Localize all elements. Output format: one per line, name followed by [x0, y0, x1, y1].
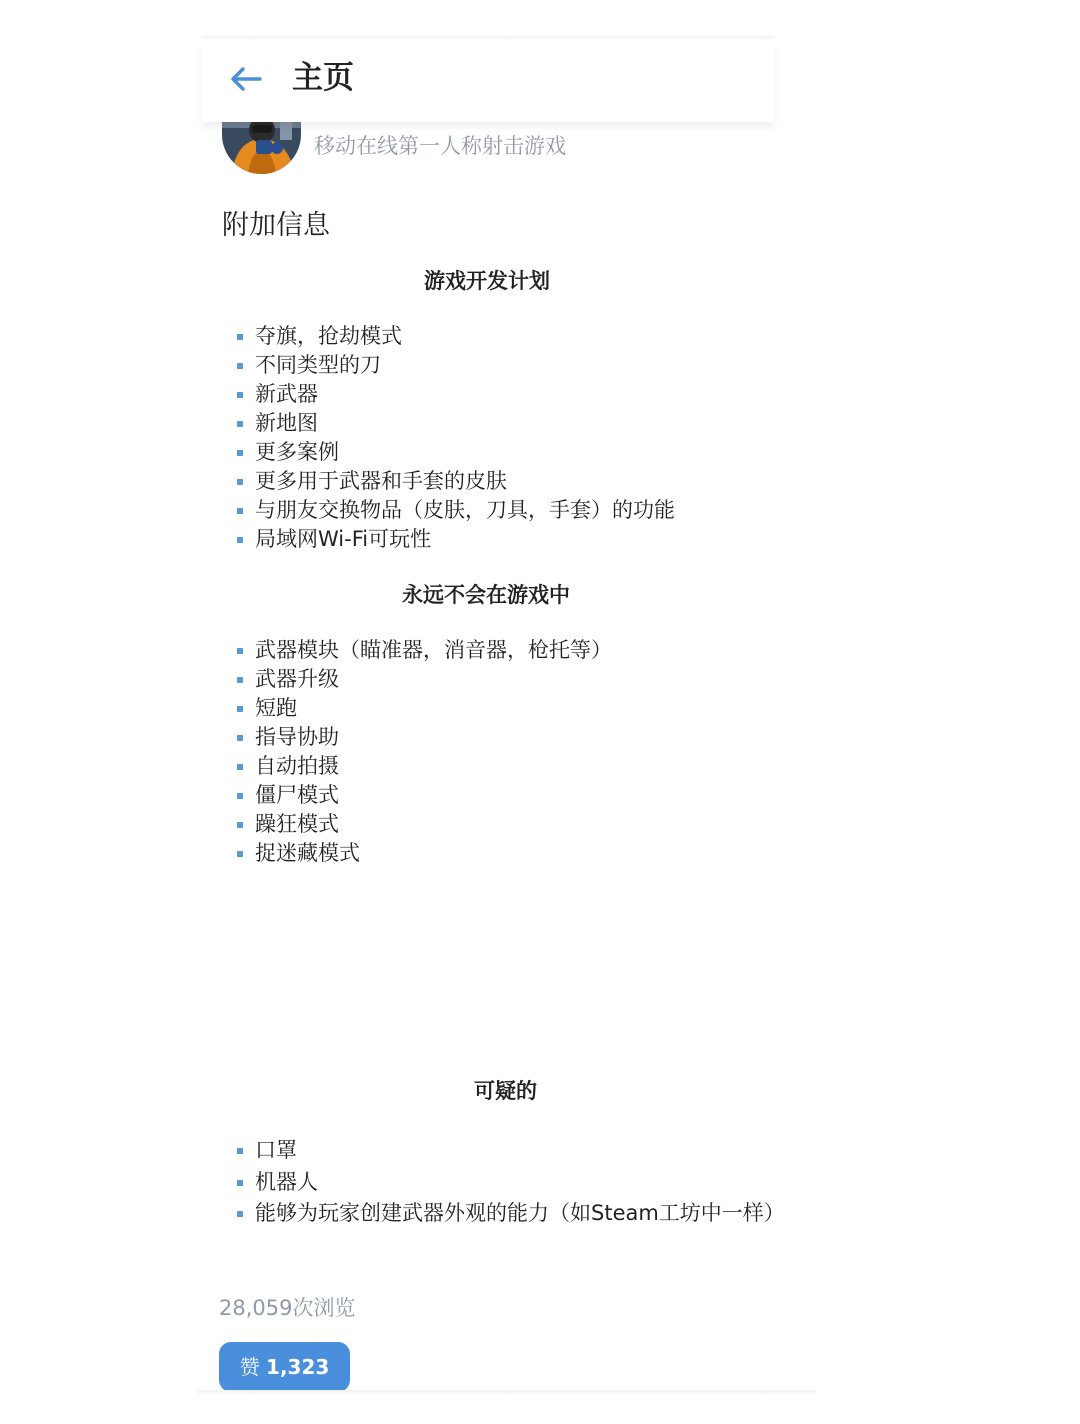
list-item: 短跑 — [236, 694, 612, 723]
arrow-left-icon — [226, 60, 266, 100]
page-title: 主页 — [292, 60, 354, 96]
list-item: 新武器 — [236, 380, 675, 409]
list-item: 局域网Wi-Fi可玩性 — [236, 525, 675, 554]
bullet-icon — [237, 363, 243, 369]
list-item: 更多案例 — [236, 438, 675, 467]
game-subtitle: 移动在线第一人称射击游戏 — [314, 134, 566, 158]
plan-list — [236, 322, 675, 554]
list-item: 与朋友交换物品（皮肤，刀具，手套）的功能 — [236, 496, 675, 525]
bullet-icon — [237, 421, 243, 427]
section-title: 附加信息 — [222, 210, 330, 241]
bullet-icon — [237, 677, 243, 683]
back-button[interactable] — [226, 60, 266, 100]
list-item: 机器人 — [236, 1167, 775, 1199]
list-item: 新地图 — [236, 409, 675, 438]
list-item: 武器模块（瞄准器，消音器，枪托等） — [236, 636, 612, 665]
bullet-icon — [237, 764, 243, 770]
never-heading: 永远不会在游戏中 — [402, 583, 570, 607]
list-item: 僵尸模式 — [236, 781, 612, 810]
app-header — [202, 40, 774, 122]
doubtful-heading: 可疑的 — [474, 1079, 537, 1103]
bullet-icon — [237, 479, 243, 485]
list-item: 指导协助 — [236, 723, 612, 752]
list-item: 能够为玩家创建武器外观的能力（如Steam工坊中一样） — [236, 1198, 775, 1230]
bullet-icon — [237, 1180, 243, 1186]
list-item: 躁狂模式 — [236, 810, 612, 839]
list-item: 更多用于武器和手套的皮肤 — [236, 467, 675, 496]
bullet-icon — [237, 793, 243, 799]
bullet-icon — [237, 1148, 243, 1154]
plan-heading: 游戏开发计划 — [424, 269, 550, 293]
bullet-icon — [237, 851, 243, 857]
list-item: 捉迷藏模式 — [236, 839, 612, 868]
bullet-icon — [237, 450, 243, 456]
bullet-icon — [237, 508, 243, 514]
bullet-icon — [237, 735, 243, 741]
bullet-icon — [237, 706, 243, 712]
bullet-icon — [237, 334, 243, 340]
list-item: 不同类型的刀 — [236, 351, 675, 380]
bottom-edge-shadow — [198, 1390, 816, 1396]
bullet-icon — [237, 1211, 243, 1217]
never-list — [236, 636, 612, 868]
list-item: 夺旗，抢劫模式 — [236, 322, 675, 351]
doubtful-list — [236, 1135, 785, 1230]
like-count: 1,323 — [266, 1355, 330, 1379]
list-item: 口罩 — [236, 1135, 775, 1167]
list-item: 武器升级 — [236, 665, 612, 694]
list-item: 自动拍摄 — [236, 752, 612, 781]
like-button[interactable] — [219, 1342, 350, 1392]
like-label: 赞 — [239, 1355, 260, 1379]
bullet-icon — [237, 648, 243, 654]
bullet-icon — [237, 537, 243, 543]
view-count: 28,059次浏览 — [219, 1296, 356, 1320]
bullet-icon — [237, 822, 243, 828]
bullet-icon — [237, 392, 243, 398]
